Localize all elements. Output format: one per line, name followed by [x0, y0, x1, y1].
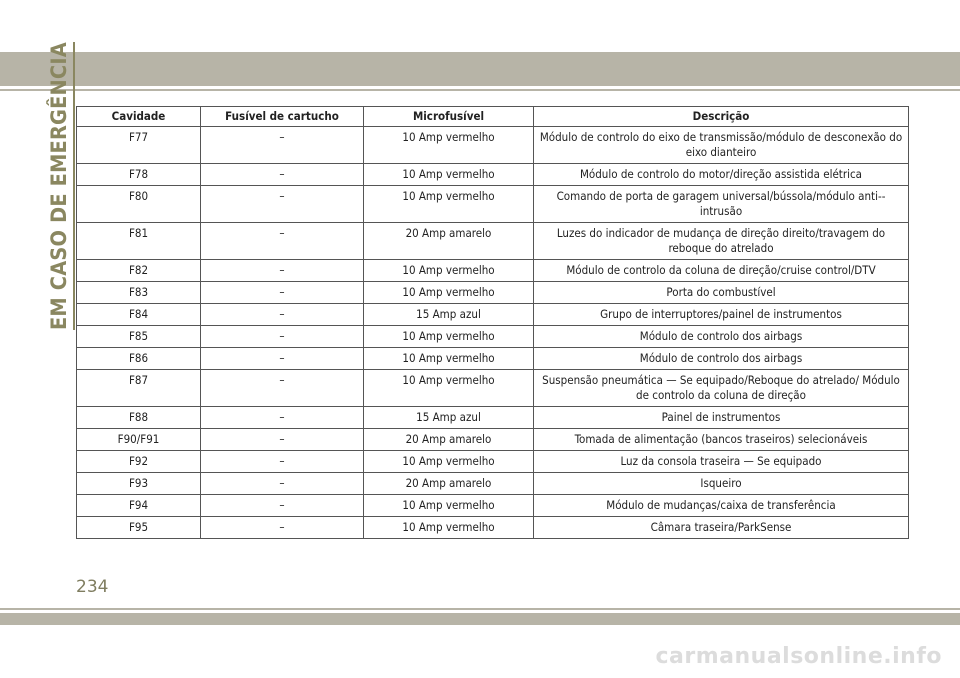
- cell-cavity: F90/F91: [77, 429, 201, 451]
- cell-cartridge-fuse: –: [201, 473, 364, 495]
- cell-description: Painel de instrumentos: [534, 407, 909, 429]
- table-header-row: [77, 107, 909, 127]
- cell-cartridge-fuse: –: [201, 517, 364, 539]
- cell-cavity: F88: [77, 407, 201, 429]
- fuse-table: [76, 106, 909, 539]
- cell-description: Módulo de controlo do motor/direção assistida elétrica: [534, 164, 909, 186]
- fuse-rows: [77, 127, 909, 539]
- cell-cartridge-fuse: –: [201, 260, 364, 282]
- cell-micro-fuse: 10 Amp vermelho: [364, 164, 534, 186]
- table-row: [77, 186, 909, 223]
- cell-description: Módulo de controlo da coluna de direção/cruise control/DTV: [534, 260, 909, 282]
- cell-micro-fuse: 10 Amp vermelho: [364, 260, 534, 282]
- table-row: [77, 223, 909, 260]
- table-row: [77, 429, 909, 451]
- header-band: [0, 52, 960, 86]
- cell-cavity: F78: [77, 164, 201, 186]
- header-rule: [0, 89, 960, 91]
- cell-micro-fuse: 10 Amp vermelho: [364, 451, 534, 473]
- cell-description: Módulo de controlo dos airbags: [534, 326, 909, 348]
- table-row: [77, 407, 909, 429]
- table-row: [77, 127, 909, 164]
- cell-cavity: F87: [77, 370, 201, 407]
- footer-rule: [0, 608, 960, 610]
- header-micro-fuse: Microfusível: [364, 107, 534, 127]
- cell-micro-fuse: 20 Amp amarelo: [364, 473, 534, 495]
- cell-micro-fuse: 15 Amp azul: [364, 407, 534, 429]
- cell-cavity: F94: [77, 495, 201, 517]
- cell-description: Grupo de interruptores/painel de instrumentos: [534, 304, 909, 326]
- cell-micro-fuse: 10 Amp vermelho: [364, 186, 534, 223]
- table-row: [77, 326, 909, 348]
- page-number: 234: [76, 577, 109, 597]
- header-cartridge-fuse: Fusível de cartucho: [201, 107, 364, 127]
- cell-cartridge-fuse: –: [201, 495, 364, 517]
- cell-cavity: F82: [77, 260, 201, 282]
- cell-cavity: F93: [77, 473, 201, 495]
- cell-micro-fuse: 10 Amp vermelho: [364, 326, 534, 348]
- cell-micro-fuse: 15 Amp azul: [364, 304, 534, 326]
- table-row: [77, 495, 909, 517]
- cell-description: Tomada de alimentação (bancos traseiros) selecionáveis: [534, 429, 909, 451]
- table-row: [77, 260, 909, 282]
- cell-cartridge-fuse: –: [201, 370, 364, 407]
- cell-cartridge-fuse: –: [201, 348, 364, 370]
- cell-description: Suspensão pneumática — Se equipado/Reboque do atrelado/ Módulo de controlo da coluna de direção: [534, 370, 909, 407]
- cell-cartridge-fuse: –: [201, 223, 364, 260]
- cell-cavity: F85: [77, 326, 201, 348]
- cell-micro-fuse: 10 Amp vermelho: [364, 495, 534, 517]
- cell-cartridge-fuse: –: [201, 282, 364, 304]
- cell-description: Câmara traseira/ParkSense: [534, 517, 909, 539]
- cell-cartridge-fuse: –: [201, 186, 364, 223]
- table-row: [77, 282, 909, 304]
- cell-cartridge-fuse: –: [201, 407, 364, 429]
- cell-cartridge-fuse: –: [201, 429, 364, 451]
- cell-cavity: F83: [77, 282, 201, 304]
- table-row: [77, 473, 909, 495]
- cell-cartridge-fuse: –: [201, 326, 364, 348]
- cell-description: Módulo de mudanças/caixa de transferência: [534, 495, 909, 517]
- table-row: [77, 370, 909, 407]
- cell-micro-fuse: 10 Amp vermelho: [364, 370, 534, 407]
- table-row: [77, 451, 909, 473]
- header-description: Descrição: [534, 107, 909, 127]
- table-row: [77, 304, 909, 326]
- cell-cavity: F80: [77, 186, 201, 223]
- cell-micro-fuse: 10 Amp vermelho: [364, 127, 534, 164]
- cell-cavity: F86: [77, 348, 201, 370]
- table-row: [77, 348, 909, 370]
- cell-description: Porta do combustível: [534, 282, 909, 304]
- cell-cartridge-fuse: –: [201, 164, 364, 186]
- cell-cartridge-fuse: –: [201, 451, 364, 473]
- cell-cavity: F92: [77, 451, 201, 473]
- table-row: [77, 164, 909, 186]
- cell-cartridge-fuse: –: [201, 127, 364, 164]
- cell-cavity: F81: [77, 223, 201, 260]
- footer-band: [0, 613, 960, 625]
- cell-description: Luz da consola traseira — Se equipado: [534, 451, 909, 473]
- cell-micro-fuse: 20 Amp amarelo: [364, 429, 534, 451]
- cell-micro-fuse: 10 Amp vermelho: [364, 348, 534, 370]
- cell-description: Isqueiro: [534, 473, 909, 495]
- table-row: [77, 517, 909, 539]
- cell-cartridge-fuse: –: [201, 304, 364, 326]
- cell-micro-fuse: 10 Amp vermelho: [364, 517, 534, 539]
- cell-cavity: F77: [77, 127, 201, 164]
- cell-description: Luzes do indicador de mudança de direção direito/travagem do reboque do atrelado: [534, 223, 909, 260]
- cell-cavity: F84: [77, 304, 201, 326]
- cell-description: Módulo de controlo dos airbags: [534, 348, 909, 370]
- header-cavity: Cavidade: [77, 107, 201, 127]
- cell-micro-fuse: 20 Amp amarelo: [364, 223, 534, 260]
- cell-cavity: F95: [77, 517, 201, 539]
- watermark: carmanualsonline.info: [655, 644, 942, 669]
- section-title: EM CASO DE EMERGÊNCIA: [47, 42, 75, 330]
- cell-micro-fuse: 10 Amp vermelho: [364, 282, 534, 304]
- cell-description: Módulo de controlo do eixo de transmissão/módulo de desconexão do eixo dianteiro: [534, 127, 909, 164]
- cell-description: Comando de porta de garagem universal/bússola/módulo anti--intrusão: [534, 186, 909, 223]
